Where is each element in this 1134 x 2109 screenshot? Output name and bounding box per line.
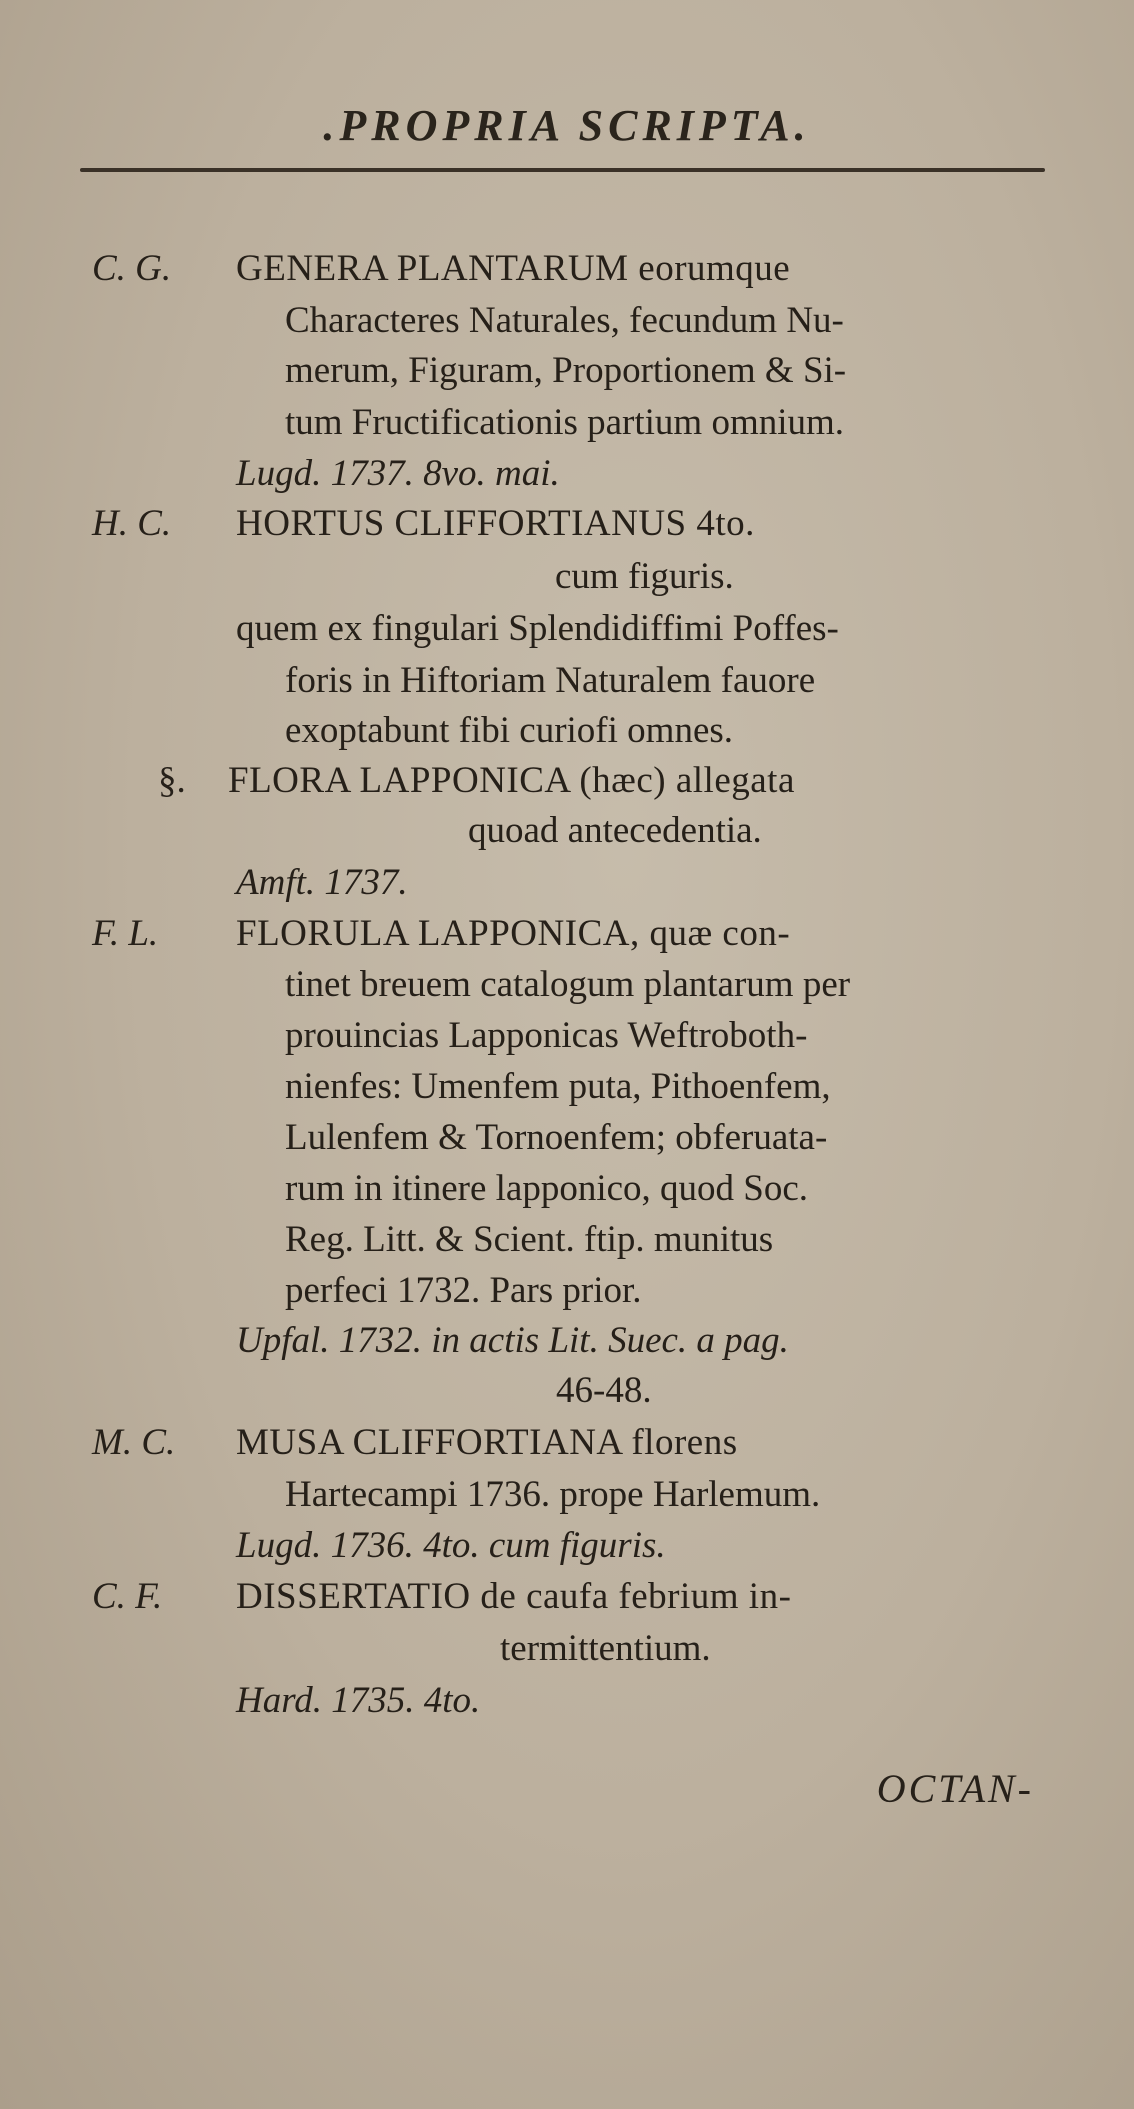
entry-imprint: Amft. 1737. (236, 862, 408, 903)
header-rule (80, 168, 1045, 172)
entry-text-line: quoad antecedentia. (468, 810, 762, 851)
entry-signature: M. C. (92, 1422, 176, 1463)
entry-imprint: Hard. 1735. 4to. (236, 1680, 481, 1721)
entry-text-line: tum Fructificationis partium omnium. (285, 402, 845, 443)
entry-imprint: Lugd. 1736. 4to. cum figuris. (236, 1525, 666, 1566)
entry-text-line: nienfes: Umenfem puta, Pithoenfem, (285, 1066, 831, 1107)
entry-text-line: quem ex fingulari Splendidiffimi Poffes- (236, 608, 839, 649)
entry-text-line: Lulenfem & Tornoenfem; obferuata- (285, 1117, 828, 1158)
entry-text-line: cum figuris. (555, 556, 734, 597)
entry-title-line: GENERA PLANTARUM eorumque (236, 248, 791, 289)
entry-text-line: foris in Hiftoriam Naturalem fauore (285, 660, 816, 701)
entry-title-line: DISSERTATIO de caufa febrium in- (236, 1576, 792, 1617)
entry-signature: C. F. (92, 1576, 163, 1617)
catchword: OCTAN- (876, 1766, 1034, 1811)
entry-signature: F. L. (92, 913, 159, 954)
entry-text-line: Reg. Litt. & Scient. ftip. munitus (285, 1219, 774, 1260)
entry-title-line: MUSA CLIFFORTIANA florens (236, 1422, 738, 1463)
entry-title-line: FLORA LAPPONICA (hæc) allegata (228, 760, 795, 801)
running-title: .PROPRIA SCRIPTA. (323, 101, 811, 150)
entry-imprint: Lugd. 1737. 8vo. mai. (236, 453, 560, 494)
entry-text-line: prouincias Lapponicas Weftroboth- (285, 1015, 808, 1056)
entry-text-line: termittentium. (500, 1628, 711, 1669)
entry-signature: §. (158, 760, 186, 801)
entry-imprint-continued: 46-48. (556, 1370, 652, 1411)
entry-text-line: perfeci 1732. Pars prior. (285, 1270, 642, 1311)
entry-text-line: tinet breuem catalogum plantarum per (285, 964, 851, 1005)
entry-text-line: rum in itinere lapponico, quod Soc. (285, 1168, 809, 1209)
entry-text-line: Hartecampi 1736. prope Harlemum. (285, 1474, 821, 1515)
entry-text-line: exoptabunt fibi curiofi omnes. (285, 710, 734, 751)
entry-imprint: Upfal. 1732. in actis Lit. Suec. a pag. (236, 1320, 789, 1361)
entry-text-line: Characteres Naturales, fecundum Nu- (285, 300, 844, 341)
entry-signature: C. G. (92, 248, 172, 289)
entry-text-line: merum, Figuram, Proportionem & Si- (285, 350, 847, 391)
entry-title-line: FLORULA LAPPONICA, quæ con- (236, 913, 791, 954)
entry-signature: H. C. (92, 503, 172, 544)
entry-title-line: HORTUS CLIFFORTIANUS 4to. (236, 503, 755, 544)
